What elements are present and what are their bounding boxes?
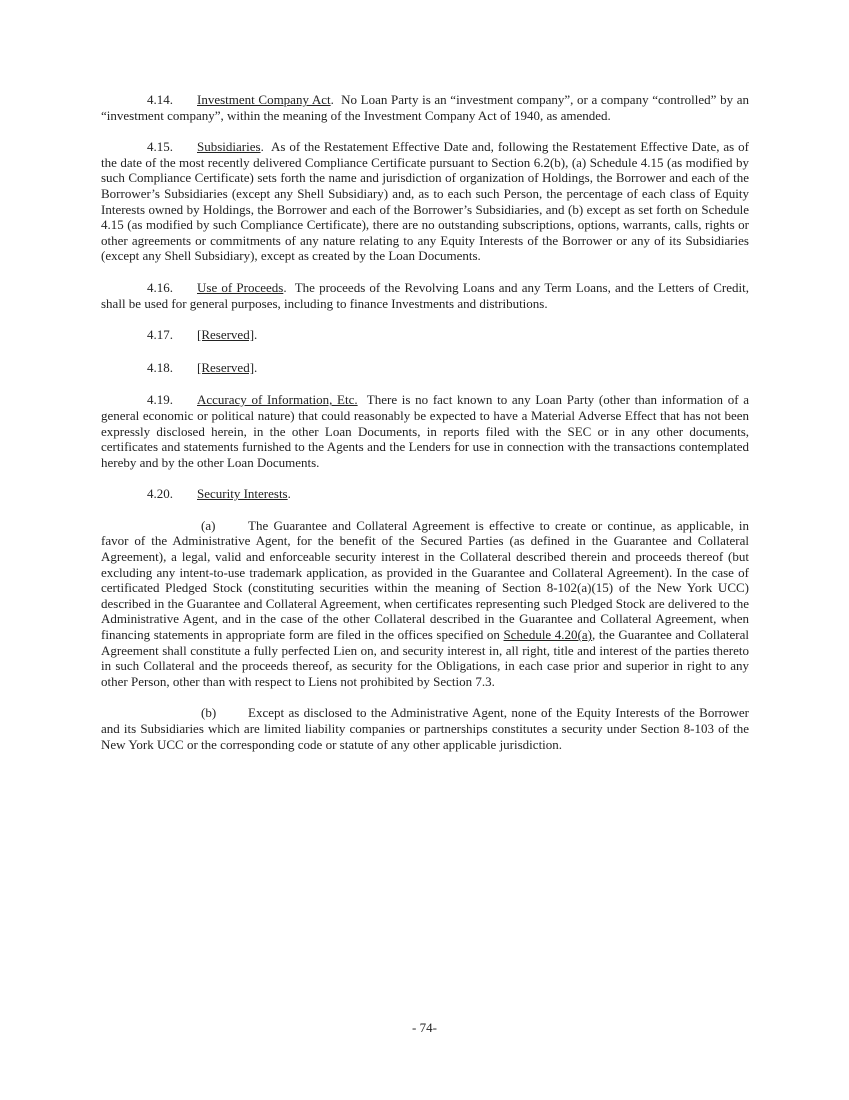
subsection-a xyxy=(101,518,749,690)
section-heading: Security Interests xyxy=(197,486,288,502)
section-4-16: 4.16. Use of Proceeds. The proceeds of the Revolving Loans and any Term Loans, and the Letters of Credit, shall be used for general purposes, including to finance Investments and distributions. xyxy=(101,279,749,311)
section-text: There is no fact known to any Loan Party (other than information of a general economic or political nature) that could reasonably be expected to have a Material Adverse Effect that has not been expressly disclosed herein, in the other Loan Documents, in reports filed with the SEC or in any other documents, certificates and statements furnished to the Agents and the Lenders for use in connection with the transactions contemplated hereby and by the other Loan Documents. xyxy=(101,392,750,470)
section-text: No Loan Party is an “investment company”, or a company “controlled” by an “investment company”, within the meaning of the Investment Company Act of 1940, as amended. xyxy=(101,92,749,123)
document-page xyxy=(101,92,749,768)
section-heading: Investment Company Act xyxy=(197,92,331,107)
section-heading: Subsidiaries xyxy=(197,139,261,155)
section-4-14: 4.14. Investment Company Act. No Loan Party is an “investment company”, or a company “controlled” by an “investment company”, within the meaning of the Investment Company Act of 1940, as amended. xyxy=(101,92,749,123)
section-4-20: 4.20. Security Interests. xyxy=(147,486,291,502)
schedule-reference: Schedule 4.20(a) xyxy=(503,627,592,643)
section-number: 4.18. xyxy=(147,359,173,375)
section-number: 4.19. xyxy=(147,392,173,408)
subsection-label: (a) xyxy=(201,517,216,533)
section-4-19 xyxy=(101,392,749,470)
subsection-b xyxy=(101,705,749,752)
subsection-label: (b) xyxy=(201,705,217,721)
section-number: 4.20. xyxy=(147,486,173,502)
section-heading: [Reserved] xyxy=(197,359,255,375)
section-heading: [Reserved] xyxy=(197,327,255,343)
section-4-17: 4.17. [Reserved]. xyxy=(147,327,258,343)
subsection-text: Except as disclosed to the Administrative Agent, none of the Equity Interests of the Borrower and its Subsidiaries which are limited liability companies or partnerships constitutes a security under Section 8-103 of the New York UCC or the corresponding code or statute of any other applicable jurisdiction. xyxy=(101,705,749,752)
section-text: The proceeds of the Revolving Loans and any Term Loans, and the Letters of Credit, shall be used for general purposes, including to finance Investments and distributions. xyxy=(101,279,749,311)
section-heading: Use of Proceeds xyxy=(197,279,284,295)
section-number: 4.14. xyxy=(147,92,173,107)
section-text: As of the Restatement Effective Date and, following the Restatement Effective Date, as of the date of the most recently delivered Compliance Certificate pursuant to Section 6.2(b), (a) Schedule 4.15 (as modified by such Compliance Certificate) sets forth the name and jurisdiction of organization of Holdings, the Borrower and each of the Borrower’s Subsidiaries (except any Shell Subsidiary) and, as to each such Person, the percentage of each class of Equity Interests owned by Holdings, the Borrower and each of the Borrower’s Subsidiaries, and (b) except as set forth on Schedule 4.15 (as modified by such Compliance Certificate), there are no outstanding subscriptions, options, warrants, calls, rights or other agreements or commitments of any nature relating to any Equity Interests of the Borrower or any of its Subsidiaries (except any Shell Subsidiary), except as created by the Loan Documents. xyxy=(101,139,749,264)
page-number: - 74- xyxy=(412,1020,437,1035)
section-heading: Accuracy of Information, Etc. xyxy=(197,392,358,408)
section-number: 4.17. xyxy=(147,327,173,343)
section-4-18: 4.18. [Reserved]. xyxy=(147,359,258,375)
section-4-15: 4.15. Subsidiaries. As of the Restatement Effective Date and, following the Restatement Effective Date, as of the date of the most recently delivered Compliance Certificate pursuant to Section 6.2(b), (a) Schedule 4.15 (as modified by such Compliance Certificate) sets forth the name and jurisdiction of organization of Holdings, the Borrower and each of the Borrower’s Subsidiaries (except any Shell Subsidiary) and, as to each such Person, the percentage of each class of Equity Interests owned by Holdings, the Borrower and each of the Borrower’s Subsidiaries, and (b) except as set forth on Schedule 4.15 (as modified by such Compliance Certificate), there are no outstanding subscriptions, options, warrants, calls, rights or other agreements or commitments of any nature relating to any Equity Interests of the Borrower or any of its Subsidiaries (except any Shell Subsidiary), except as created by the Loan Documents. xyxy=(101,139,749,264)
section-number: 4.16. xyxy=(147,279,173,295)
section-number: 4.15. xyxy=(147,139,173,155)
subsection-text: The Guarantee and Collateral Agreement is effective to create or continue, as applicable, in favor of the Administrative Agent, for the benefit of the Secured Parties (as defined in the Guarantee and Collateral Agreement), a legal, valid and enforceable security interest in the Collateral described therein and proceeds thereof (but excluding any intent-to-use trademark application, as provided in the Guarantee and Collateral Agreement). In the case of certificated Pledged Stock (constituting securities within the meaning of Section 8-102(a)(15) of the New York UCC) described in the Guarantee and Collateral Agreement, when certificates representing such Pledged Stock are delivered to the Administrative Agent, and in the case of the other Collateral described in the Guarantee and Collateral Agreement, when financing statements in appropriate form are filed in the offices specified on xyxy=(101,517,749,643)
subsection-text-continued: , the Guarantee and Collateral Agreement shall constitute a fully perfected Lien on, and security interest in, all right, title and interest of the parties thereto in such Collateral and the proceeds thereof, as security for the Obligations, in each case prior and superior in right to any other Person, other than with respect to Liens not prohibited by Section 7.3. xyxy=(101,627,749,689)
